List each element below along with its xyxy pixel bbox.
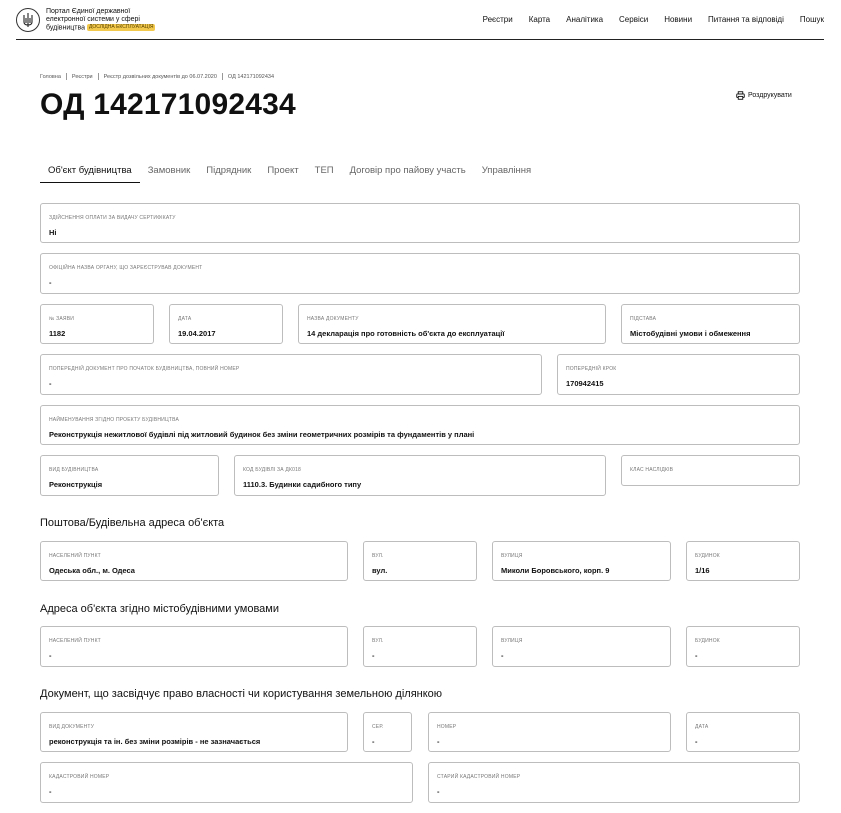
urban-street-field [492, 626, 671, 667]
field-label: НАЗВА ДОКУМЕНТУ [307, 316, 359, 322]
urban-building-field [686, 626, 800, 667]
tab-share-agreement[interactable]: Договір про пайову участь [349, 165, 466, 176]
breadcrumb-registries[interactable]: Реєстри [71, 73, 93, 80]
portal-name-line-1: Портал Єдиної державної [46, 8, 131, 15]
breadcrumb-permit-registry[interactable]: Реєстр дозвільних документів до 06.07.2020 [103, 73, 217, 80]
nav-search[interactable]: Пошук [799, 15, 824, 24]
old-cadastral-number-field [428, 762, 800, 803]
tab-contractor[interactable]: Підрядник [206, 165, 252, 176]
field-label: ПОПЕРЕДНІЙ КРОК [566, 366, 617, 372]
breadcrumb-separator [98, 73, 99, 80]
postal-address-heading: Поштова/Будівельна адреса об'єкта [40, 517, 225, 529]
field-value: 14 декларація про готовність об'єкта до експлуатації [307, 329, 505, 338]
nav-map[interactable]: Карта [528, 15, 551, 24]
portal-name[interactable] [46, 8, 186, 32]
tab-project[interactable]: Проект [267, 165, 299, 176]
field-value: - [695, 737, 698, 746]
date-field [169, 304, 283, 344]
tab-customer[interactable]: Замовник [147, 165, 191, 176]
field-value: - [437, 737, 440, 746]
field-label: КЛАС НАСЛІДКІВ [630, 467, 674, 473]
breadcrumb-separator [66, 73, 67, 80]
application-number-field [40, 304, 154, 344]
field-label: КОД БУДІВЛІ ЗА ДК018 [243, 467, 302, 473]
field-label: БУДИНОК [695, 553, 720, 559]
project-name-field [40, 405, 800, 445]
field-label: ПІДСТАВА [630, 316, 657, 322]
main-nav [467, 15, 824, 24]
field-label: № ЗАЯВИ [49, 316, 75, 322]
field-label: СЕР. [372, 724, 384, 730]
field-value: - [695, 651, 698, 660]
basis-field [621, 304, 800, 344]
postal-street-type-field [363, 541, 477, 581]
printer-icon [736, 91, 745, 100]
field-label: ДАТА [178, 316, 192, 322]
nav-services[interactable]: Сервіси [619, 15, 649, 24]
field-value: 1182 [49, 329, 66, 338]
org-name-field [40, 253, 800, 294]
field-value: Містобудівні умови і обмеження [630, 329, 751, 338]
pilot-badge: ДОСЛІДНА ЕКСПЛУАТАЦІЯ [88, 24, 154, 30]
postal-locality-field [40, 541, 348, 581]
breadcrumb-separator [222, 73, 223, 80]
breadcrumb-current: ОД 142171092434 [227, 73, 275, 80]
field-value: - [437, 787, 440, 796]
document-name-field [298, 304, 606, 344]
field-value: Одеська обл., м. Одеса [49, 566, 135, 575]
land-doc-type-field [40, 712, 348, 752]
cadastral-number-field [40, 762, 413, 803]
urban-address-heading: Адреса об'єкта згідно містобудівними умовами [40, 603, 280, 615]
nav-analytics[interactable]: Аналітика [566, 15, 604, 24]
land-doc-date-field [686, 712, 800, 752]
trident-logo-icon[interactable] [16, 8, 40, 32]
breadcrumb [40, 73, 274, 80]
breadcrumb-home[interactable]: Головна [40, 73, 61, 80]
land-doc-series-field [363, 712, 412, 752]
field-value: 1110.3. Будинки садибного типу [243, 480, 362, 489]
print-button[interactable] [736, 91, 792, 100]
field-label: СТАРИЙ КАДАСТРОВИЙ НОМЕР [437, 774, 521, 780]
previous-document-field [40, 354, 542, 395]
nav-news[interactable]: Новини [664, 15, 693, 24]
field-value: - [49, 787, 52, 796]
field-value: 1/16 [695, 566, 710, 575]
field-label: ВУЛИЦЯ [501, 553, 523, 559]
field-label: ПОПЕРЕДНІЙ ДОКУМЕНТ ПРО ПОЧАТОК БУДІВНИЦТВА, ПОВНИЙ НОМЕР [49, 366, 240, 372]
payment-field [40, 203, 800, 243]
field-label: КАДАСТРОВИЙ НОМЕР [49, 774, 110, 780]
print-label: Роздрукувати [748, 92, 792, 99]
postal-street-field [492, 541, 671, 581]
field-label: ВУЛ. [372, 553, 384, 559]
field-label: ЗДІЙСНЕННЯ ОПЛАТИ ЗА ВИДАЧУ СЕРТИФІКАТУ [49, 215, 176, 221]
postal-building-field [686, 541, 800, 581]
field-value: - [372, 651, 375, 660]
field-value: Реконструкція нежитлової будівлі під житловий будинок без зміни геометричних розмірів та фундаментів у плані [49, 430, 475, 439]
field-label: ВУЛИЦЯ [501, 638, 523, 644]
field-label: БУДИНОК [695, 638, 720, 644]
field-value: вул. [372, 566, 388, 575]
page-title: ОД 142171092434 [40, 88, 296, 121]
nav-registries[interactable]: Реєстри [482, 15, 513, 24]
field-value: Ні [49, 228, 57, 237]
dk018-code-field [234, 455, 606, 496]
field-value: 19.04.2017 [178, 329, 216, 338]
tab-tep[interactable]: ТЕП [314, 165, 334, 176]
field-value: - [501, 651, 504, 660]
field-label: НАСЕЛЕНИЙ ПУНКТ [49, 553, 101, 559]
field-value: - [372, 737, 375, 746]
field-label: ОФІЦІЙНА НАЗВА ОРГАНУ, ЩО ЗАРЕЄСТРУВАВ ДОКУМЕНТ [49, 265, 203, 271]
urban-locality-field [40, 626, 348, 667]
tab-management[interactable]: Управління [481, 165, 532, 176]
land-document-heading: Документ, що засвідчує право власності чи користування земельною ділянкою [40, 688, 443, 700]
nav-faq[interactable]: Питання та відповіді [708, 15, 784, 24]
field-label: НАЙМЕНУВАННЯ ЗГІДНО ПРОЕКТУ БУДІВНИЦТВА [49, 417, 180, 423]
field-label: ВИД БУДІВНИЦТВА [49, 467, 99, 473]
field-label: ВУЛ. [372, 638, 384, 644]
field-value: реконструкція та ін. без зміни розмірів - не зазначається [49, 737, 261, 746]
portal-name-line-3: будівництва [46, 24, 86, 32]
consequence-class-field [621, 455, 800, 486]
field-label: НАСЕЛЕНИЙ ПУНКТ [49, 638, 101, 644]
tab-object[interactable]: Об'єкт будівництва [40, 165, 140, 183]
field-label: НОМЕР [437, 724, 457, 730]
field-value: Реконструкція [49, 480, 103, 489]
tab-bar [40, 165, 539, 183]
field-value: - [49, 651, 52, 660]
field-value: - [49, 278, 52, 287]
field-value: Миколи Боровського, корп. 9 [501, 566, 610, 575]
portal-name-line-2: електронної системи у сфері [46, 16, 140, 23]
field-label: ДАТА [695, 724, 709, 730]
previous-step-field [557, 354, 800, 395]
field-value: 170942415 [566, 379, 604, 388]
site-header [16, 0, 824, 40]
field-label: ВИД ДОКУМЕНТУ [49, 724, 95, 730]
urban-street-type-field [363, 626, 477, 667]
construction-type-field [40, 455, 219, 496]
field-value: - [49, 379, 52, 388]
land-doc-number-field [428, 712, 671, 752]
